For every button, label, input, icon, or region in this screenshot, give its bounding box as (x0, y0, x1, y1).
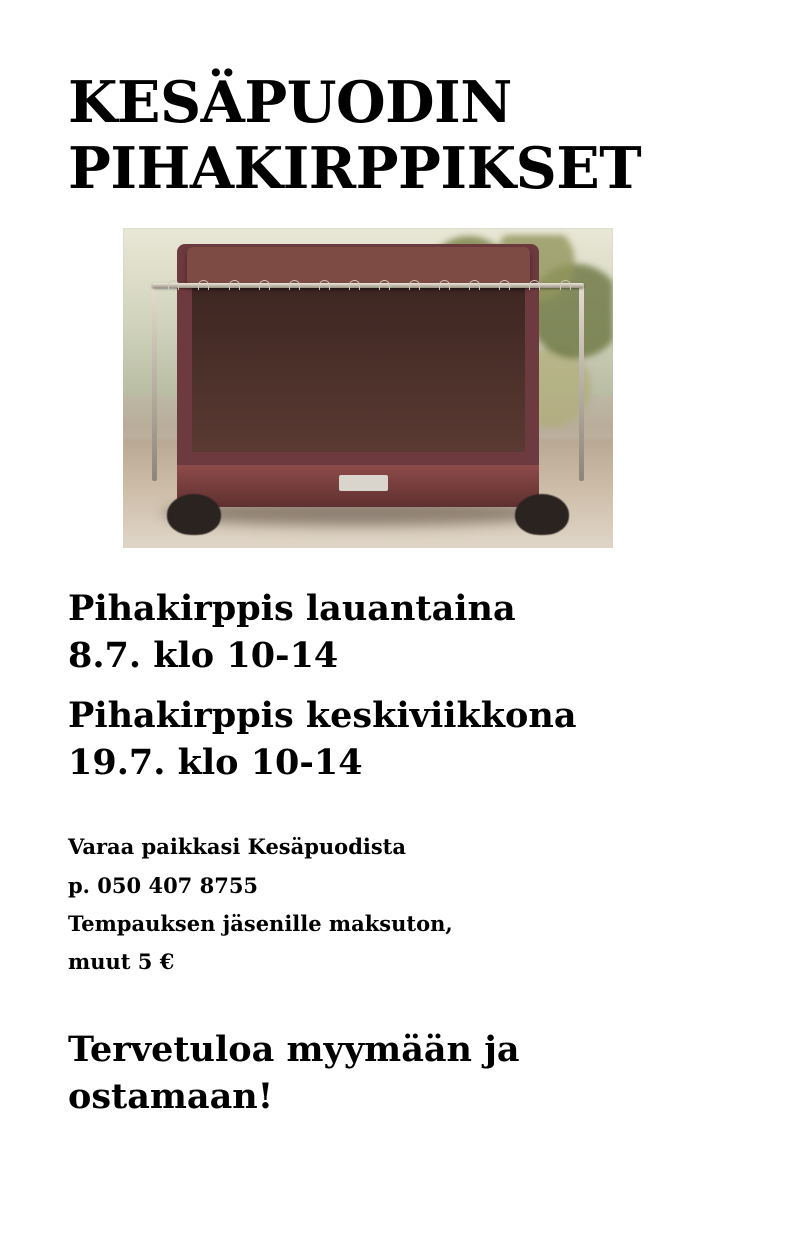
photo-canvas (123, 228, 613, 548)
hanger-icon (289, 280, 300, 290)
rail-post-right (579, 283, 584, 481)
hanger-icon (168, 280, 179, 290)
hanger-icon (379, 280, 390, 290)
event-2-line-2: 19.7. klo 10-14 (68, 741, 363, 783)
event-1-line-2: 8.7. klo 10-14 (68, 634, 339, 676)
hanger-icon (198, 280, 209, 290)
hanger-icon (499, 280, 510, 290)
booking-info-block (68, 828, 735, 981)
event-2-line-1: Pihakirppis keskiviikkona (68, 695, 577, 737)
page-title-line-2: PIHAKIRPPIKSET (68, 135, 642, 203)
closing-line-2: ostamaan! (68, 1075, 274, 1117)
car-boot-clothes-rail-photo (123, 228, 613, 548)
page-title (68, 70, 735, 202)
info-line-phone: p. 050 407 8755 (68, 872, 259, 898)
info-line-price: muut 5 € (68, 949, 175, 975)
hanger-icon (319, 280, 330, 290)
event-item (68, 693, 735, 786)
car-hatch-door (187, 247, 530, 285)
hanger-icon (409, 280, 420, 290)
event-1-line-1: Pihakirppis lauantaina (68, 588, 516, 630)
car-wheel-left (167, 494, 221, 536)
hanger-icon (529, 280, 540, 290)
closing-block (68, 1027, 735, 1120)
info-line-members: Tempauksen jäsenille maksuton, (68, 910, 453, 936)
hanger-icon (560, 280, 571, 290)
car-wheel-right (515, 494, 569, 536)
clothes-row (157, 286, 578, 491)
hanger-icon (229, 280, 240, 290)
event-item (68, 586, 735, 679)
events-block (68, 586, 735, 786)
info-line-booking: Varaa paikkasi Kesäpuodista (68, 834, 406, 860)
hanger-icon (439, 280, 450, 290)
hanger-icon (259, 280, 270, 290)
page-title-line-1: KESÄPUODIN (68, 69, 512, 136)
hanger-icon (469, 280, 480, 290)
closing-line-1: Tervetuloa myymään ja (68, 1029, 520, 1071)
hanger-icon (349, 280, 360, 290)
